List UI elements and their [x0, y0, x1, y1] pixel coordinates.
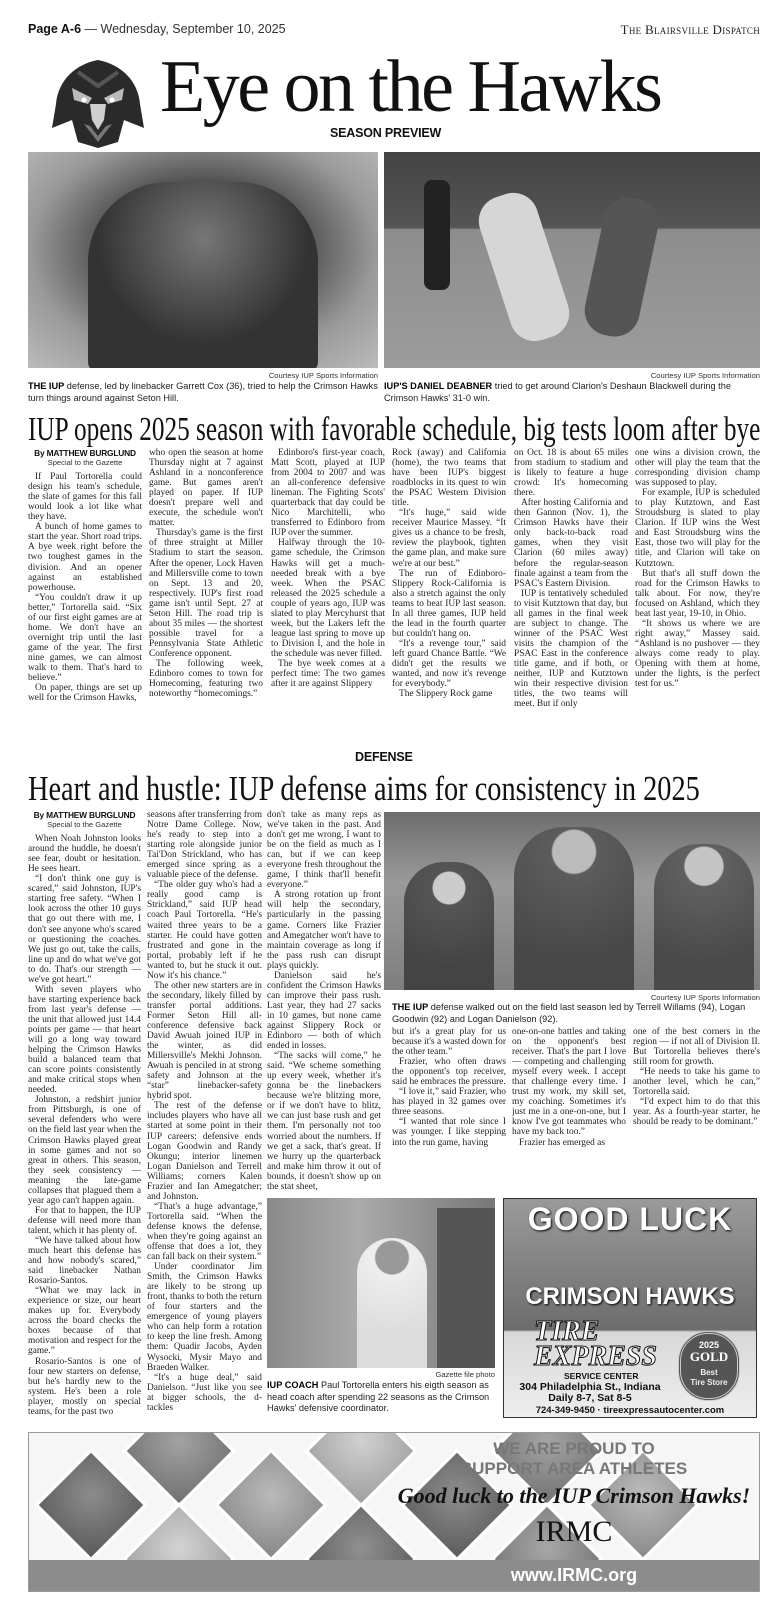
byline	[28, 448, 142, 468]
article-column	[633, 1027, 760, 1192]
photo-caption	[267, 1380, 499, 1415]
article-paragraph: “He needs to take his game to another level, which he can,” Tortorella said.	[633, 1067, 760, 1098]
gold-award-badge	[678, 1331, 740, 1401]
article-paragraph: For example, IUP is scheduled to play Kutztown, and East Stroudsburg is slated to play Clarion. If IUP wins the West and East Stroudsburg wins the East, those two will play for the title, and Clarion will take on Kutztown.	[635, 488, 760, 569]
article-paragraph: Thursday's game is the first of three straight at Miller Stadium to start the season. After the opener, Lock Haven and Millersville come to town on Sept. 13 and 20, respectively. IUP's first road game isn't until Sept. 27 at Seton Hill. The road trip is about 35 miles — the shortest possible travel for a Pennsylvania State Athletic Conference opponent.	[149, 528, 263, 659]
article-paragraph: Rosario-Santos is one of four new starters on defense, but he's hardly new to the system. He's been a role player, mostly on special teams, for the past two	[28, 1356, 141, 1417]
article-column	[28, 448, 142, 748]
article-paragraph: but it's a great play for us because it's a wasted down for the other team.”	[392, 1027, 506, 1058]
article-column	[635, 448, 760, 748]
photo-credit: Gazette file photo	[435, 1370, 495, 1379]
logo-line: TIRE	[534, 1316, 600, 1347]
article-paragraph: When Noah Johnston looks around the huddle, he doesn't see fear, doubt or hesitation. He sees heart.	[28, 834, 141, 875]
separator: —	[84, 22, 98, 36]
caption-lead: IUP COACH	[267, 1380, 319, 1390]
byline-author: By MATTHEW BURGLUND	[34, 448, 136, 458]
newspaper-name: The Blairsville Dispatch	[620, 22, 760, 37]
irmc-logo: IRMC	[535, 1515, 613, 1548]
article-paragraph: “I wanted that role since I was younger. I like stepping into the run game, having	[392, 1117, 506, 1148]
photo-credit: Courtesy IUP Sports Information	[268, 371, 378, 380]
defense-huddle-photo	[28, 152, 378, 368]
byline-affiliation: Special to the Gazette	[47, 458, 123, 468]
ad-line: SUPPORT AREA ATHLETES	[460, 1459, 688, 1478]
article-paragraph: “It's huge,” said wide receiver Maurice Massey. “It gives us a chance to be fresh, review the playbook, tighten the game plan, and make sure we're at our best.”	[392, 508, 506, 569]
article-paragraph: “It shows us where we are right away,” Massey said. “Ashland is no pushover — they always come ready to play. Opening with them at home, under the lights, is the perfect test for us.”	[635, 618, 760, 690]
article-paragraph: Frazier, who often draws the opponent's top receiver, said he embraces the pressure.	[392, 1057, 506, 1088]
issue-date: Wednesday, September 10, 2025	[100, 22, 286, 36]
ad-subheadline: CRIMSON HAWKS	[525, 1283, 735, 1310]
article-paragraph: “I love it,” said Frazier, who has played in 32 games over three seasons.	[392, 1087, 506, 1118]
logo-line: EXPRESS	[534, 1341, 657, 1372]
article-paragraph: On paper, things are set up well for the Crimson Hawks,	[28, 683, 142, 704]
caption-text: Paul Tortorella enters his eigth season as head coach after spending 22 seasons as the Crimson Hawks' defensive coordinator.	[267, 1380, 490, 1413]
page-number: Page A-6	[28, 22, 82, 36]
article-paragraph: The rest of the defense includes players who have all started at some point in their IUP careers: defensive ends Logan Goodwin and Randy Okungu; interior linemen Logan Danielson and Terrell Williams; corners Kalen Frazier and Ian Amegatcher; and Johnston.	[147, 1101, 262, 1202]
ad-contact[interactable]: 724-349-9450 · tireexpressautocenter.com	[535, 1405, 725, 1416]
tire-express-logo	[534, 1316, 657, 1372]
article-paragraph: A strong rotation up front will help the secondary, particularly in the passing game. Corners like Frazier and Amegatcher won't have to maintain coverage as long if the pass rush can disrupt plays quickly.	[267, 890, 381, 971]
article-paragraph: “You couldn't draw it up better,” Tortorella said. “Six of our first eight games are at home. We don't have an overnight trip until the last game of the year. The first nine games, we can almost walk to them. That's hard to believe.”	[28, 592, 142, 684]
ad-slogan: Good luck to the IUP Crimson Hawks!	[397, 1483, 751, 1508]
article-paragraph: “What we may lack in experience or size, our heart makes up for. Everybody across the board checks the boxes because of that motivation and respect for the game.”	[28, 1286, 141, 1357]
service-center-label: SERVICE CENTER	[564, 1371, 639, 1381]
article-paragraph: For that to happen, the IUP defense will need more than talent, which it has plenty of.	[28, 1205, 141, 1236]
caption-text: defense walked out on the field last season led by Terrell Willams (94), Logan Goodwin (92) and Logan Danielson (92).	[392, 1002, 746, 1024]
article-column	[28, 810, 141, 1422]
article-column	[514, 448, 628, 748]
article-paragraph: A bunch of home games to start the year. Short road trips. A bye week right before the two toughest games in the division. And an opener against an established powerhouse.	[28, 522, 142, 593]
photo-caption	[392, 1002, 760, 1025]
article-column	[271, 448, 385, 748]
photo-caption	[28, 381, 378, 404]
hawk-logo-icon	[48, 58, 148, 150]
page-folio	[28, 22, 286, 36]
article-paragraph: “We have talked about how much heart this defense has and how nobody's scared,” said linebacker Nathan Rosario-Santos.	[28, 1235, 141, 1287]
article-paragraph: “That's a huge advantage,” Tortorella said. “When the defense knows the defense, when they're going against an offense that does a lot, they can fall back on their system.”	[147, 1201, 262, 1263]
article-paragraph: who open the season at home Thursday night at 7 against Ashland in a nonconference game. But games aren't played on paper. If IUP doesn't prepare well and execute, the schedule won't matter.	[149, 448, 263, 529]
article-paragraph: But that's all stuff down the road for the Crimson Hawks to talk about. For now, they're focused on Ashland, which they beat last year, 19-10, in Ohio.	[635, 568, 760, 619]
irmc-ad[interactable]	[28, 1432, 760, 1592]
article-paragraph: on Oct. 18 is about 65 miles from stadium to stadium and is likely to feature a huge crowd: It's homecoming there.	[514, 448, 628, 499]
article-column	[512, 1027, 626, 1192]
article-headline: IUP opens 2025 season with favorable schedule, big tests loom after bye	[28, 411, 761, 448]
caption-text: defense, led by linebacker Garrett Cox (36), tried to help the Crimson Hawks turn things around against Seton Hill.	[28, 381, 378, 403]
article-paragraph: Frazier has emerged as	[519, 1137, 605, 1148]
photo-credit: Courtesy IUP Sports Information	[650, 371, 760, 380]
badge-store: Tire Store	[690, 1378, 728, 1387]
caption-lead: THE IUP	[28, 381, 65, 391]
article-paragraph: “The sacks will come,” he said. “We scheme something up every week, whether it's gonna be the linebackers because we're blitzing more, or if we don't have to blitz, we can just base rush and get them. I'm personally not too worried about the numbers. If we get a sack, that's great. If we hurry up the quarterback and make him throw it out of bounds, it doesn't show up on the stat sheet,	[267, 1051, 381, 1192]
tire-express-ad[interactable]	[503, 1198, 757, 1418]
article-paragraph: The run of Edinboro-Slippery Rock-California is also a stretch against the only teams to beat IUP last season. In all three games, IUP held the lead in the fourth quarter but couldn't hang on.	[392, 568, 506, 639]
defense-walkout-photo	[384, 812, 760, 990]
article-column	[392, 1027, 506, 1192]
caption-lead: IUP'S DANIEL DEABNER	[384, 381, 493, 391]
article-paragraph: one-on-one battles and taking on the opponent's best receiver. That's the part I love — competing and challenging myself every week. I accept that challenge every time. I trust my work, my skill set, my coaching. Sometimes it's just me in a one-on-one, but I know I've got teammates who have my back too.”	[512, 1027, 626, 1138]
ad-address: 304 Philadelphia St., Indiana	[519, 1381, 661, 1393]
article-column	[267, 810, 381, 1194]
article-paragraph: If Paul Tortorella could design his team's schedule, the slate of games for this fall would look a lot like what they have.	[28, 472, 142, 523]
article-paragraph: “I don't think one guy is scared,” said Johnston, IUP's starting free safety. “When I look across the other 10 guys that go out there with me, I don't see anyone who's scared or questioning the coaches. We just go out, take the calls, line up and do what we've got to do. That's our strength — we've got heart.”	[28, 874, 141, 985]
irmc-url-link[interactable]: www.IRMC.org	[510, 1565, 638, 1585]
badge-year: 2025	[698, 1340, 720, 1350]
article-paragraph: “It's a revenge tour,” said left guard Chance Battle. “We didn't get the results we wanted, and now it's revenge for everybody.”	[392, 638, 506, 690]
article-paragraph: The bye week comes at a perfect time: The two games after it are against Slippery	[271, 658, 385, 690]
section-label-defense: DEFENSE	[355, 750, 413, 764]
byline-author: By MATTHEW BURGLUND	[33, 810, 136, 820]
article-paragraph: Rock (away) and California (home), the two teams that have been IUP's biggest roadblocks in its quest to win the PSAC Western Division title.	[392, 448, 506, 509]
article-paragraph: Edinboro's first-year coach, Matt Scott, played at IUP from 2004 to 2007 and was an all-conference defensive lineman. The Fighting Scots' quarterback that day could be Nico Marchitelli, who transferred to Edinboro from IUP over the summer.	[271, 448, 385, 539]
sports-photo-tile	[34, 1448, 147, 1561]
caption-lead: THE IUP	[392, 1002, 429, 1012]
article-paragraph: don't take as many reps as we've taken in the past. And don't get me wrong, I want to be on the field as much as I can, but if we can keep everyone fresh throughout the game, I think that'll benefit everyone.”	[267, 810, 381, 891]
article-paragraph: Johnston, a redshirt junior from Pittsburgh, is one of several defenders who were on the field last year when the Crimson Hawks played great in some games and not so great in others. This season, they seek consistency — meaning the late-game collapses that plagued them a year ago can't happen again.	[28, 1095, 141, 1206]
article-paragraph: The Slippery Rock game	[399, 689, 493, 700]
article-headline: Heart and hustle: IUP defense aims for consistency in 2025	[28, 769, 700, 808]
running-back-photo	[384, 152, 760, 368]
section-kicker: SEASON PREVIEW	[330, 126, 442, 140]
ad-hours: Daily 8-7, Sat 8-5	[548, 1392, 632, 1404]
caption-text: tried to get around Clarion's Deshaun Blackwell during the Crimson Hawks' 31-0 win.	[384, 381, 731, 403]
article-paragraph: The following week, Edinboro comes to town for Homecoming, featuring two noteworthy “homecomings.”	[149, 658, 263, 700]
section-title: Eye on the Hawks	[160, 46, 661, 128]
article-paragraph: IUP is tentatively scheduled to visit Kutztown that day, but all games in the final week are subject to change. The winner of the PSAC West visits the champion of the PSAC East in the conference title game, and if both, or neither, IUP and Kutztown win their respective division titles, the two teams will meet. But if only	[514, 588, 628, 710]
coach-photo	[267, 1198, 495, 1368]
photo-credit: Courtesy IUP Sports Information	[650, 993, 760, 1002]
article-paragraph: “It's a huge deal,” said Danielson. “Just like you see at bigger schools, the d-tackles	[147, 1372, 262, 1413]
article-paragraph: Danielson said he's confident the Crimson Hawks can improve their pass rush. Last year, they had 27 sacks in 10 games, but none came against Slippery Rock or Edinboro — both of which ended in losses.	[267, 970, 381, 1052]
article-paragraph: one wins a division crown, the other will play the team that the corresponding division champ was supposed to play.	[635, 448, 760, 489]
article-paragraph: “The older guy who's had a really good camp is Strickland,” said IUP head coach Paul Tortorella. “He's waited three years to be a starter. He could have gotten frustrated and gone in the portal, probably left if he wanted to, but he stuck it out. Now it's his chance.”	[147, 880, 262, 981]
article-paragraph: With seven players who have starting experience back from last year's defense — the unit that allowed just 14.4 points per game — that heart will go a long way toward helping the Crimson Hawks build a balanced team that can score points consistently and make critical stops when needed.	[28, 984, 141, 1096]
article-paragraph: one of the best corners in the region — if not all of Division II. But Tortorella believes there's still room for growth.	[633, 1027, 760, 1068]
article-paragraph: Under coordinator Jim Smith, the Crimson Hawks are likely to be strong up front, thanks to both the return of four starters and the emergence of young players who can help form a rotation to keep the line fresh. Among them: Quadir Jacobs, Ayden Wysocki, Mysir Mayo and Braeden Walker.	[147, 1262, 262, 1373]
sports-photo-tile	[214, 1448, 327, 1561]
badge-best: Best	[700, 1368, 718, 1377]
article-paragraph: The other new starters are in the secondary, likely filled by transfer portal additions. Former Seton Hill all-conference defensive back David Awuah joined IUP in the winter, as did Millersville's Mekhi Johnson. Awuah is penciled in at strong safety and Johnson at the “star” linebacker-safety hybrid spot.	[147, 980, 262, 1102]
article-column	[392, 448, 506, 748]
article-paragraph: seasons after transferring from Notre Dame College. Now, he's ready to step into a starting role alongside junior Tai'Don Strickland, who has emerged since spring as a valuable piece of the defense.	[147, 810, 262, 881]
ad-line: WE ARE PROUD TO	[493, 1439, 655, 1458]
byline-affiliation: Special to the Gazette	[47, 820, 122, 830]
photo-caption	[384, 381, 760, 404]
badge-gold: GOLD	[689, 1349, 729, 1364]
ad-headline: GOOD LUCK	[527, 1201, 733, 1237]
article-column	[147, 810, 262, 1422]
article-column	[149, 448, 263, 748]
article-paragraph: After hosting California and then Gannon (Nov. 1), the Crimson Hawks have their only back-to-back road games, when they visit Clarion (60 miles away) before the regular-season finale against a team from the PSAC's Eastern Division.	[514, 498, 628, 589]
article-paragraph: Halfway through the 10-game schedule, the Crimson Hawks will get a much-needed break with a bye week. When the PSAC released the 2025 schedule a couple of years ago, IUP was slated to play Mercyhurst that week, but the Lakers left the league last spring to move up to Division I, and the hole in the schedule was never filled.	[271, 538, 385, 659]
byline	[28, 810, 141, 830]
article-paragraph: “I'd expect him to do that this year. As a fourth-year starter, he should be ready to be dominant.”	[633, 1097, 760, 1128]
